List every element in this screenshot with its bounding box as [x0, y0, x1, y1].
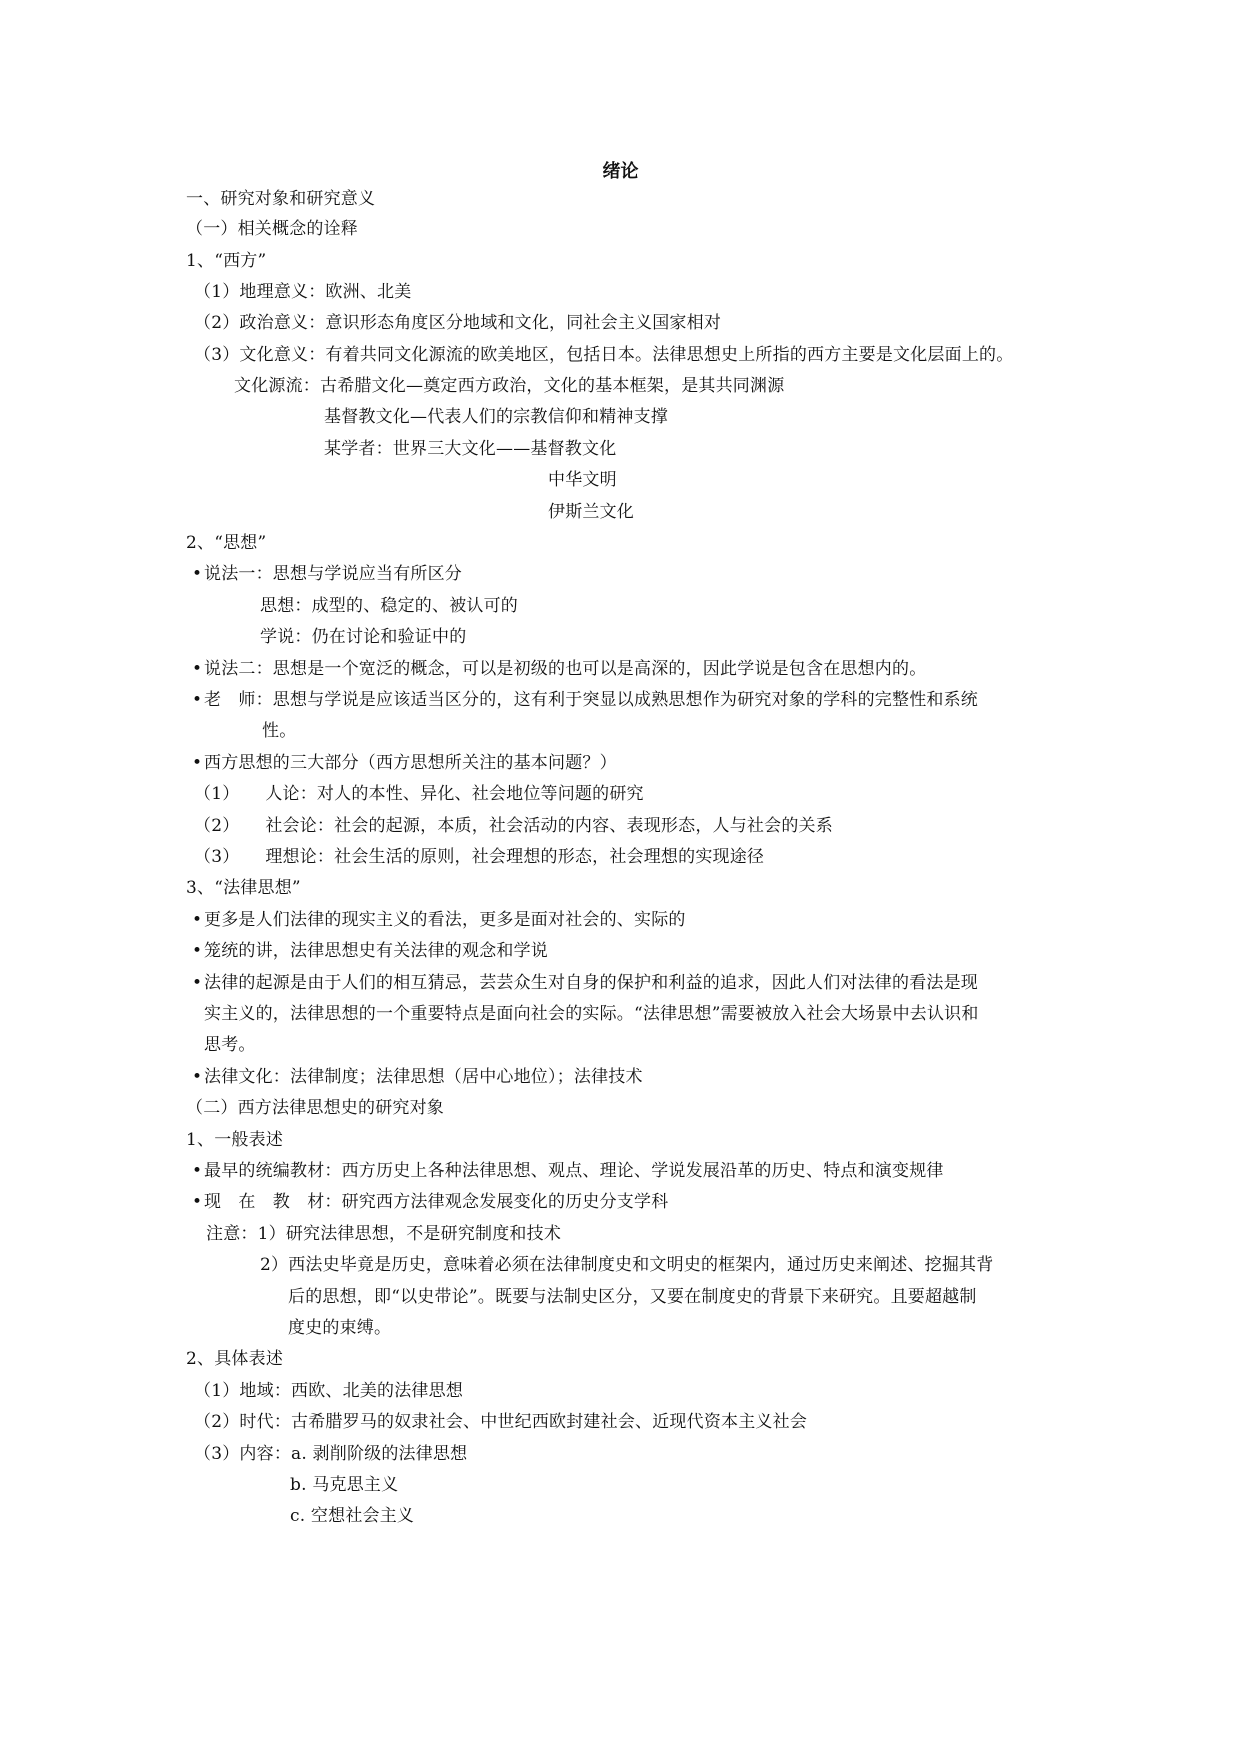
text-line: 度史的束缚。: [288, 1318, 392, 1338]
bullet-line: • 说法一：思想与学说应当有所区分: [192, 563, 462, 585]
item-heading: 2、“思想”: [186, 533, 267, 553]
text-line: 注意：1）研究法律思想，不是研究制度和技术: [206, 1224, 562, 1244]
bullet-line: • 现 在 教 材：研究西方法律观念发展变化的历史分支学科: [192, 1191, 668, 1213]
text-line: 中华文明: [548, 470, 617, 490]
text-line: （3） 理想论：社会生活的原则，社会理想的形态，社会理想的实现途径: [194, 847, 765, 867]
text-line: 思考。: [204, 1035, 256, 1055]
item-heading: 2、具体表述: [186, 1349, 284, 1369]
text-line: 伊斯兰文化: [548, 502, 634, 522]
text-line: （1）地理意义：欧洲、北美: [194, 282, 412, 302]
bullet-line: • 法律的起源是由于人们的相互猜忌，芸芸众生对自身的保护和利益的追求，因此人们对法律的看法是现: [192, 972, 978, 994]
text-line: （2）时代：古希腊罗马的奴隶社会、中世纪西欧封建社会、近现代资本主义社会: [194, 1412, 808, 1432]
subsection-heading: （一）相关概念的诠释: [186, 219, 358, 239]
text-line: 实主义的，法律思想的一个重要特点是面向社会的实际。“法律思想”需要被放入社会大场景中去认识和: [204, 1004, 979, 1024]
text-line: 后的思想，即“以史带论”。既要与法制史区分，又要在制度史的背景下来研究。且要超越制: [288, 1287, 977, 1307]
text-line: 某学者：世界三大文化——基督教文化: [324, 439, 617, 459]
text-line: （1）地域：西欧、北美的法律思想: [194, 1381, 464, 1401]
text-line: 思想：成型的、稳定的、被认可的: [260, 596, 518, 616]
bullet-line: • 西方思想的三大部分（西方思想所关注的基本问题？）: [192, 752, 617, 774]
text-line: 2）西法史毕竟是历史，意味着必须在法律制度史和文明史的框架内，通过历史来阐述、挖掘其背: [260, 1255, 994, 1275]
bullet-line: • 说法二：思想是一个宽泛的概念，可以是初级的也可以是高深的，因此学说是包含在思想内的。: [192, 658, 926, 680]
subsection-heading: （二）西方法律思想史的研究对象: [186, 1098, 444, 1118]
item-heading: 1、“西方”: [186, 251, 267, 271]
text-line: 学说：仍在讨论和验证中的: [260, 627, 467, 647]
bullet-line: • 笼统的讲，法律思想史有关法律的观念和学说: [192, 940, 548, 962]
text-line: （1） 人论：对人的本性、异化、社会地位等问题的研究: [194, 784, 644, 804]
bullet-line: • 老 师：思想与学说是应该适当区分的，这有利于突显以成熟思想作为研究对象的学科的完整性和系统: [192, 689, 978, 711]
text-line: （3）文化意义：有着共同文化源流的欧美地区，包括日本。法律思想史上所指的西方主要是文化层面上的。: [194, 345, 1014, 365]
bullet-line: • 法律文化：法律制度；法律思想（居中心地位）；法律技术: [192, 1066, 643, 1088]
text-line: （2） 社会论：社会的起源，本质，社会活动的内容、表现形态，人与社会的关系: [194, 816, 833, 836]
item-heading: 3、“法律思想”: [186, 878, 301, 898]
text-line: 文化源流：古希腊文化—奠定西方政治，文化的基本框架，是其共同渊源: [234, 376, 785, 396]
text-line: c. 空想社会主义: [290, 1506, 415, 1526]
text-line: （3）内容：a. 剥削阶级的法律思想: [194, 1444, 468, 1464]
section-heading: 一、研究对象和研究意义: [186, 189, 376, 209]
item-heading: 1、一般表述: [186, 1130, 284, 1150]
text-line: 性。: [262, 721, 297, 741]
text-line: 基督教文化—代表人们的宗教信仰和精神支撑: [324, 407, 668, 427]
bullet-line: • 最早的统编教材：西方历史上各种法律思想、观点、理论、学说发展沿革的历史、特点和演变规律: [192, 1160, 944, 1182]
text-line: b. 马克思主义: [290, 1475, 399, 1495]
text-line: （2）政治意义：意识形态角度区分地域和文化，同社会主义国家相对: [194, 313, 722, 333]
bullet-line: • 更多是人们法律的现实主义的看法，更多是面对社会的、实际的: [192, 909, 686, 931]
page-title: 绪论: [602, 161, 639, 182]
